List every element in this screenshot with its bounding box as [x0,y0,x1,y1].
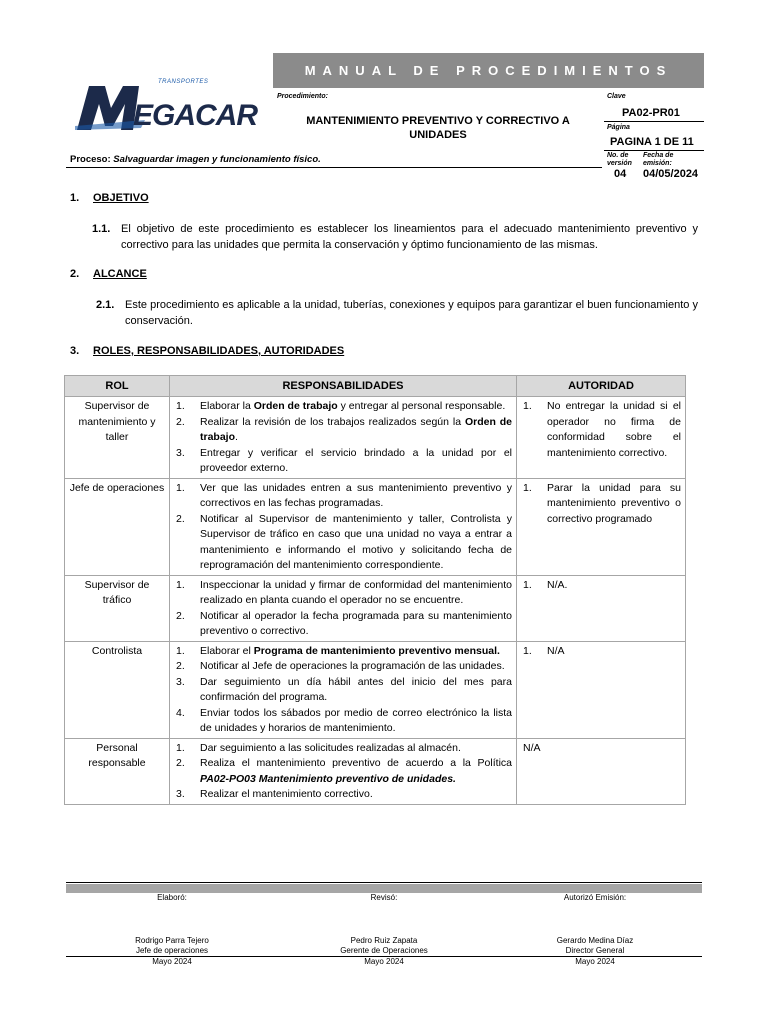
table-row [65,397,686,479]
table-row [65,738,686,804]
table-row [65,641,686,738]
role-name: Supervisor de mantenimiento y taller [65,397,170,479]
authority-cell [517,397,686,479]
section-alcance-heading: 2. ALCANCE [70,268,147,280]
role-name: Controlista [65,641,170,738]
responsibilities-cell [170,641,517,738]
header-rol: ROL [65,376,170,397]
table-row [65,478,686,575]
role-name: Jefe de operaciones [65,478,170,575]
roles-table [64,375,686,805]
header-responsabilidades: RESPONSABILIDADES [170,376,517,397]
header-autoridad: AUTORIDAD [517,376,686,397]
responsibility-item: 1. Elaborar el Programa de mantenimiento preventivo mensual. [176,644,500,657]
section-objetivo-heading: 1. OBJETIVO [70,192,149,204]
responsibility-item: 2. Notificar al operador la fecha programada para su mantenimiento preventivo o correctivo. [176,609,512,637]
authority-item: 1. No entregar la unidad si el operador no firma de conformidad sobre el mantenimiento correctivo. [523,400,681,459]
responsibility-item: 4. Enviar todos los sábados por medio de correo electrónico la lista de unidades y horarios de mantenimiento. [176,706,512,734]
clave-label: Clave [607,93,626,100]
procedimiento-label: Procedimiento: [277,93,328,100]
responsibility-item: 2. Notificar al Jefe de operaciones la programación de las unidades. [176,660,505,672]
reviso-date: Mayo 2024 [364,957,404,966]
elaboro-signature: Rodrigo Parra Tejero Jefe de operaciones [135,936,209,955]
authority-cell [517,478,686,575]
responsibility-item: 3. Entregar y verificar el servicio brindado a la unidad por el proveedor externo. [176,446,512,474]
responsibility-item: 1. Ver que las unidades entren a sus mantenimiento preventivo y correctivos en las fechas programadas. [176,481,512,509]
responsibilities-cell [170,397,517,479]
pagina-value: PAGINA 1 DE 11 [610,136,694,148]
responsibility-item: 1. Elaborar la Orden de trabajo y entregar al personal responsable. [176,400,506,412]
authority-cell [517,641,686,738]
fecha-value: 04/05/2024 [643,168,699,180]
version-label: No. de versión [607,152,632,167]
responsibility-item: 1. Inspeccionar la unidad y firmar de conformidad del mantenimiento realizado en planta cuando el operador no se encuentre. [176,578,512,606]
reviso-label: Revisó: [370,893,398,902]
responsibility-item: 2. Realizar la revisión de los trabajos realizados según la Orden de trabajo. [176,415,512,443]
responsibilities-cell [170,738,517,804]
autorizo-date: Mayo 2024 [575,957,615,966]
section-objetivo-text: 1.1. El objetivo de este procedimiento es establecer los lineamientos para el adecuado mantenimiento preventivo y correctivo para las unidades que permita la conservación y óptimo funcionamiento de las mismas. [92,223,698,251]
procedure-title: MANTENIMIENTO PREVENTIVO Y CORRECTIVO A UNIDADES [306,115,570,141]
responsibilities-cell [170,478,517,575]
responsibility-item: 2. Realiza el mantenimiento preventivo de acuerdo a la Política PA02-PO03 Mantenimiento preventivo de unidades. [176,757,512,785]
authority-item: 1. Parar la unidad para su mantenimiento preventivo o correctivo programado [523,481,681,525]
responsibility-item: 1. Dar seguimiento a las solicitudes realizadas al almacén. [176,741,461,754]
responsibility-item: 3. Realizar el mantenimiento correctivo. [176,788,373,800]
role-name: Supervisor de tráfico [65,575,170,641]
autorizo-signature: Gerardo Medina Díaz Director General [556,936,634,955]
responsibility-item: 2. Notificar al Supervisor de mantenimiento y taller, Controlista y Supervisor de tráfico en caso que una unidad no vaya a entrar a mantenimiento e informando el motivo y solicitando fecha de reprogramación del mantenimiento correspondiente. [176,512,512,571]
elaboro-label: Elaboró: [157,893,187,902]
authority-cell [517,738,686,804]
version-value: 04 [614,168,627,180]
role-name: Personal responsable [65,738,170,804]
section-alcance-text: 2.1. Este procedimiento es aplicable a la unidad, tuberías, conexiones y equipos para garantizar el buen funcionamiento y conservación. [96,299,698,327]
proceso-line: Proceso: Salvaguardar imagen y funcionamiento físico. [70,154,321,165]
pagina-label: Página [607,124,630,131]
authority-item: 1. N/A. [523,578,568,591]
authority-item: N/A [523,741,541,754]
section-roles-heading: 3. ROLES, RESPONSABILIDADES, AUTORIDADES [70,345,345,357]
table-row [65,575,686,641]
fecha-label: Fecha de emisión: [643,152,674,167]
manual-banner: MANUAL DE PROCEDIMIENTOS [273,53,704,88]
logo-text: EGACAR [133,99,258,132]
responsibilities-cell [170,575,517,641]
megacar-logo [75,82,267,132]
authority-item: 1. N/A [523,644,565,657]
responsibility-item: 3. Dar seguimiento un día hábil antes del inicio del mes para confirmación del programa. [176,675,512,703]
footer-bar [66,884,702,893]
autorizo-label: Autorizó Emisión: [563,893,627,902]
reviso-signature: Pedro Ruiz Zapata Gerente de Operaciones [340,936,428,955]
authority-cell [517,575,686,641]
elaboro-date: Mayo 2024 [152,957,192,966]
clave-value: PA02-PR01 [622,107,680,119]
logo-tagline: TRANSPORTES [158,79,209,85]
